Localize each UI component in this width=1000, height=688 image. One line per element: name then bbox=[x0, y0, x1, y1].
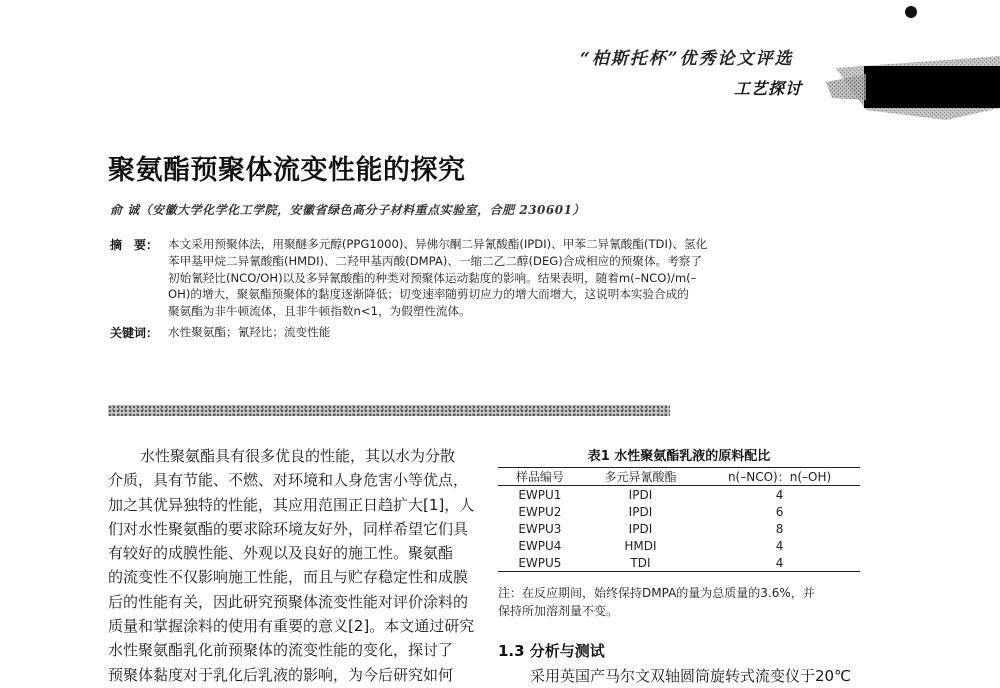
table-row bbox=[498, 520, 860, 537]
table1-header-cell: 多元异氰酸酯 bbox=[604, 470, 677, 484]
table1-caption: 表1 水性聚氨酯乳液的原料配比 bbox=[587, 449, 771, 464]
body-column-left bbox=[108, 444, 475, 687]
table1-cell: EWPU3 bbox=[518, 521, 562, 536]
table1-cell: EWPU1 bbox=[518, 487, 562, 502]
abstract-line: 聚氨酯为非牛顿流体，且非牛顿指数n<1，为假塑性流体。 bbox=[168, 304, 471, 319]
section-first-line: 采用英国产马尔文双轴圆筒旋转式流变仪于20℃ bbox=[530, 667, 851, 685]
table1-cell: IPDI bbox=[628, 504, 653, 519]
body-line: 介质，具有节能、不燃、对环境和人身危害小等优点， bbox=[108, 471, 469, 490]
table1-note bbox=[498, 584, 815, 620]
corner-decoration bbox=[826, 38, 1000, 124]
body-line: 有较好的成膜性能、外观以及良好的施工性。聚氨酯 bbox=[108, 544, 454, 563]
section-heading: 1.3 分析与测试 bbox=[498, 642, 605, 660]
journal-section-label: 工艺探讨 bbox=[734, 79, 803, 98]
body-line: 质量和掌握涂料的使用有重要的意义[2]。本文通过研究 bbox=[108, 617, 475, 636]
table1-cell: 6 bbox=[775, 504, 784, 519]
abstract-line: 苯甲基甲烷二异氰酸酯(HMDI)、二羟甲基丙酸(DMPA)、一缩二乙二醇(DEG)合成相应的预聚体。考察了 bbox=[168, 253, 702, 268]
body-line: 水性聚氨酯具有很多优良的性能，其以水为分散 bbox=[140, 447, 456, 465]
table1-note-line: 保持所加溶剂量不变。 bbox=[498, 604, 619, 618]
table1-cell: 8 bbox=[775, 521, 784, 536]
table1-cell: 4 bbox=[775, 538, 784, 553]
table1-cell: TDI bbox=[630, 555, 651, 570]
table1-cell: HMDI bbox=[624, 538, 657, 553]
corner-dot bbox=[905, 6, 917, 18]
table-row bbox=[498, 486, 860, 504]
corner-blot-graphic bbox=[826, 38, 1000, 124]
article-title: 聚氨酯预聚体流变性能的探究 bbox=[108, 155, 466, 186]
table1-cell: IPDI bbox=[628, 487, 653, 502]
body-line: 水性聚氨酯乳化前预聚体的流变性能的变化，探讨了 bbox=[108, 641, 454, 660]
body-line: 们对水性聚氨酯的要求除环境友好外，同样希望它们具 bbox=[108, 519, 469, 538]
table1 bbox=[498, 467, 860, 572]
table1-cell: 4 bbox=[775, 487, 784, 502]
table1-note-line: 注：在反应期间，始终保持DMPA的量为总质量的3.6%，并 bbox=[498, 586, 815, 600]
table1-cell: EWPU5 bbox=[518, 555, 562, 570]
body-line: 后的性能有关，因此研究预聚体流变性能对评价涂料的 bbox=[108, 592, 469, 611]
table1-cell: 4 bbox=[775, 555, 784, 570]
table-row bbox=[498, 537, 860, 554]
abstract-text bbox=[168, 236, 707, 320]
body-line: 的流变性不仅影响施工性能，而且与贮存稳定性和成膜 bbox=[108, 568, 469, 587]
table1-cell: EWPU2 bbox=[518, 504, 562, 519]
author-affiliation: 俞 诚（安徽大学化学化工学院，安徽省绿色高分子材料重点实验室，合肥 230601） bbox=[110, 203, 585, 217]
abstract-line: 本文采用预聚体法，用聚醚多元醇(PPG1000)、异佛尔酮二异氰酸酯(IPDI)、甲苯二异氰酸酯(TDI)、氢化 bbox=[168, 237, 708, 251]
section-divider bbox=[108, 405, 670, 416]
journal-series-label: “柏斯托杯”优秀论文评选 bbox=[580, 49, 794, 69]
abstract-line: OH)的增大，聚氨酯预聚体的黏度逐渐降低；切变速率随剪切应力的增大而增大，这说明本实验合成的 bbox=[168, 287, 689, 302]
keywords-text: 水性聚氨酯；氰羟比；流变性能 bbox=[168, 325, 331, 339]
table-row bbox=[498, 503, 860, 520]
keywords-label: 关键词： bbox=[110, 326, 159, 340]
abstract-line: 初始氰羟比(NCO/OH)以及多异氰酸酯的种类对预聚体运动黏度的影响。结果表明，随着m(–NCO)/m(– bbox=[168, 270, 697, 285]
table1-cell: EWPU4 bbox=[518, 538, 562, 553]
table1-cell: IPDI bbox=[628, 521, 653, 536]
abstract-label: 摘 要： bbox=[110, 238, 159, 252]
body-line: 加之其优异独特的性能，其应用范围正日趋扩大[1]，人 bbox=[108, 495, 475, 514]
table1-header-cell: n(–NCO)：n(–OH) bbox=[727, 470, 832, 484]
body-line: 预聚体黏度对于乳化后乳液的影响，为今后研究如何 bbox=[108, 665, 454, 684]
table1-header-cell: 样品编号 bbox=[515, 470, 564, 484]
table-row bbox=[498, 554, 860, 572]
